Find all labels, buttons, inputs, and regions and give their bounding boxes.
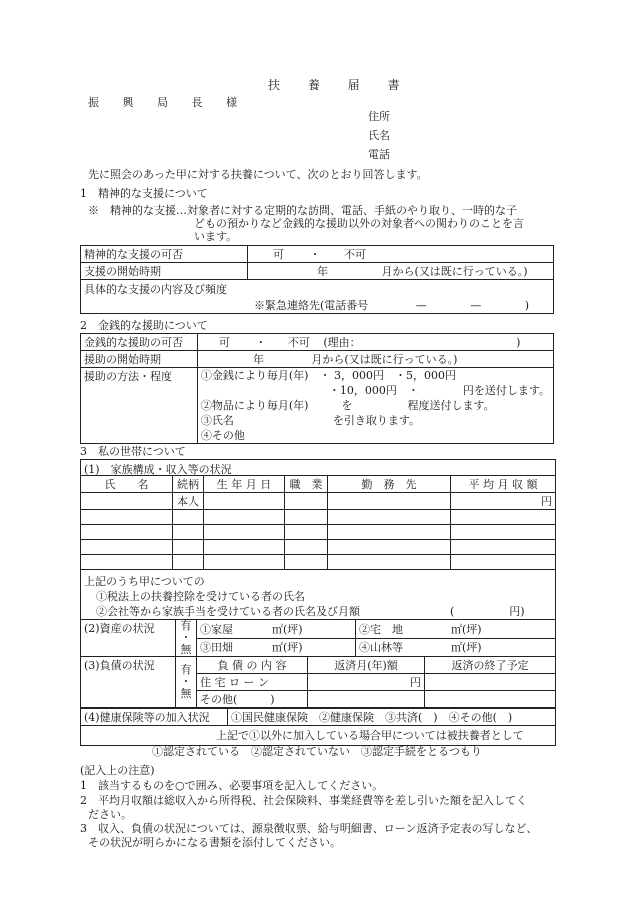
insurance-dependent-options[interactable]: ①認定されている ②認定されていない ③認定手続をとるつもり	[152, 745, 482, 758]
debt-table	[80, 656, 556, 708]
debt-end-header: 返済の終了予定	[425, 657, 556, 674]
section1-note: ※ 精神的な支援…対象者に対する定期的な訪問、電話、手紙のやり取り、一時的な子	[88, 204, 517, 217]
asset-label: (2)資産の状況	[81, 620, 176, 657]
family-subheading: (1) 家族構成・収入等の状況	[84, 463, 232, 476]
debt-yes-no[interactable]: 有 ・ 無	[176, 657, 197, 708]
asset-field: ③田畑	[197, 638, 270, 657]
aid-possible-value[interactable]: 可 ・ 不可 (理由： )	[197, 334, 553, 351]
note-3-cont: その状況が明らかになる書類を添付してください。	[88, 836, 341, 849]
col-job: 職 業	[285, 476, 328, 493]
asset-field-area[interactable]: ㎡(坪)	[269, 638, 356, 657]
asset-forest: ④山林等	[356, 638, 449, 657]
debt-label: (3)負債の状況	[81, 657, 176, 708]
sender-address-label: 住所	[368, 110, 390, 123]
debt-housing-loan: 住 宅 ロ ー ン	[197, 674, 308, 691]
document-title: 扶 養 届 書	[268, 78, 412, 92]
insurance-table	[80, 708, 556, 726]
insurance-label: (4)健康保険等の加入状況	[81, 709, 228, 726]
support-possible-value[interactable]: 可 ・ 不可	[248, 246, 554, 263]
notes-heading: (記入上の注意)	[80, 764, 155, 777]
support-content-label: 具体的な支援の内容及び頻度	[84, 283, 227, 296]
aid-method-value[interactable]: ①金銭により毎月(年) ・ 3，000円 ・5，000円 ・10，000円 ・ 円を送付します。 ②物品により毎月(年) を 程度送付します。 ③氏名 を引き取ります。 ④その他	[197, 368, 553, 444]
table-row	[81, 555, 556, 570]
asset-yes-no[interactable]: 有 ・ 無	[176, 620, 197, 657]
aid-start-label: 援助の開始時期	[81, 351, 198, 368]
note-2: 2 平均月収額は総収入から所得税、社会保険料、事業経費等を差し引いた額を記入してく	[80, 794, 527, 807]
asset-table	[80, 619, 556, 657]
ko-tax-deduction: ①税法上の扶養控除を受けている者の氏名	[96, 590, 305, 603]
asset-house-area[interactable]: ㎡(坪)	[269, 620, 356, 639]
section1-heading: 1 精神的な支援について	[80, 187, 208, 200]
asset-land: ②宅 地	[356, 620, 449, 639]
table-row	[81, 493, 556, 510]
asset-land-area[interactable]: ㎡(坪)	[448, 620, 556, 639]
table-row	[81, 525, 556, 540]
sender-name-label: 氏名	[368, 129, 390, 142]
income-yen[interactable]: 円	[451, 493, 556, 510]
aid-start-value[interactable]: 年 月から(又は既に行っている。)	[197, 351, 553, 368]
aid-possible-label: 金銭的な援助の可否	[81, 334, 198, 351]
asset-forest-area[interactable]: ㎡(坪)	[448, 638, 556, 657]
debt-housing-amount[interactable]: 円	[308, 674, 425, 691]
section1-note-line2: どもの預かりなど金銭的な援助以外の対象者への関わりのことを言	[194, 217, 524, 230]
section1-note-line3: います。	[194, 230, 238, 243]
ko-title: 上記のうち甲についての	[84, 575, 205, 588]
note-1: 1 該当するものを○で囲み、必要事項を記入してください。	[80, 779, 384, 792]
support-possible-label: 精神的な支援の可否	[81, 246, 248, 263]
addressee: 振 興 局 長 様	[88, 96, 247, 109]
aid-method-label: 援助の方法・程度	[81, 368, 198, 444]
section2-heading: 2 金銭的な援助について	[80, 319, 208, 332]
section3-heading: 3 私の世帯について	[80, 445, 186, 458]
debt-content-header: 負 債 の 内 容	[197, 657, 308, 674]
table-row	[81, 510, 556, 525]
note-2-cont: ださい。	[88, 808, 132, 821]
support-start-label: 支援の開始時期	[81, 263, 248, 280]
intro-text: 先に照会のあった甲に対する扶養について、次のとおり回答します。	[88, 168, 428, 181]
col-birthdate: 生 年 月 日	[204, 476, 285, 493]
col-income: 平 均 月 収 額	[451, 476, 556, 493]
insurance-options[interactable]: ①国民健康保険 ②健康保険 ③共済( ) ④その他( )	[228, 709, 556, 726]
family-table	[80, 475, 556, 570]
support-start-value[interactable]: 年 月から(又は既に行っている。)	[248, 263, 554, 280]
col-relation: 続柄	[173, 476, 204, 493]
financial-aid-table	[80, 333, 554, 444]
debt-other[interactable]: その他( )	[197, 691, 308, 708]
note-3: 3 収入、負債の状況については、源泉徴収票、給与明細書、ローン返済予定表の写しなど、	[80, 822, 538, 835]
debt-amount-header: 返済月(年)額	[308, 657, 425, 674]
ko-allowance-amount[interactable]: ( 円)	[450, 605, 525, 618]
relation-self: 本人	[173, 493, 204, 510]
spiritual-support-table	[80, 245, 554, 314]
col-workplace: 勤 務 先	[328, 476, 451, 493]
sender-phone-label: 電話	[368, 148, 390, 161]
ko-family-allowance: ②会社等から家族手当を受けている者の氏名及び月額	[96, 605, 360, 618]
insurance-dependent-note: 上記で①以外に加入している場合甲については被扶養者として	[216, 729, 524, 742]
col-name: 氏 名	[81, 476, 173, 493]
emergency-contact: ※緊急連絡先(電話番号 — — )	[254, 299, 530, 312]
table-row	[81, 540, 556, 555]
support-content-cell[interactable]	[81, 280, 554, 314]
asset-house: ①家屋	[197, 620, 270, 639]
